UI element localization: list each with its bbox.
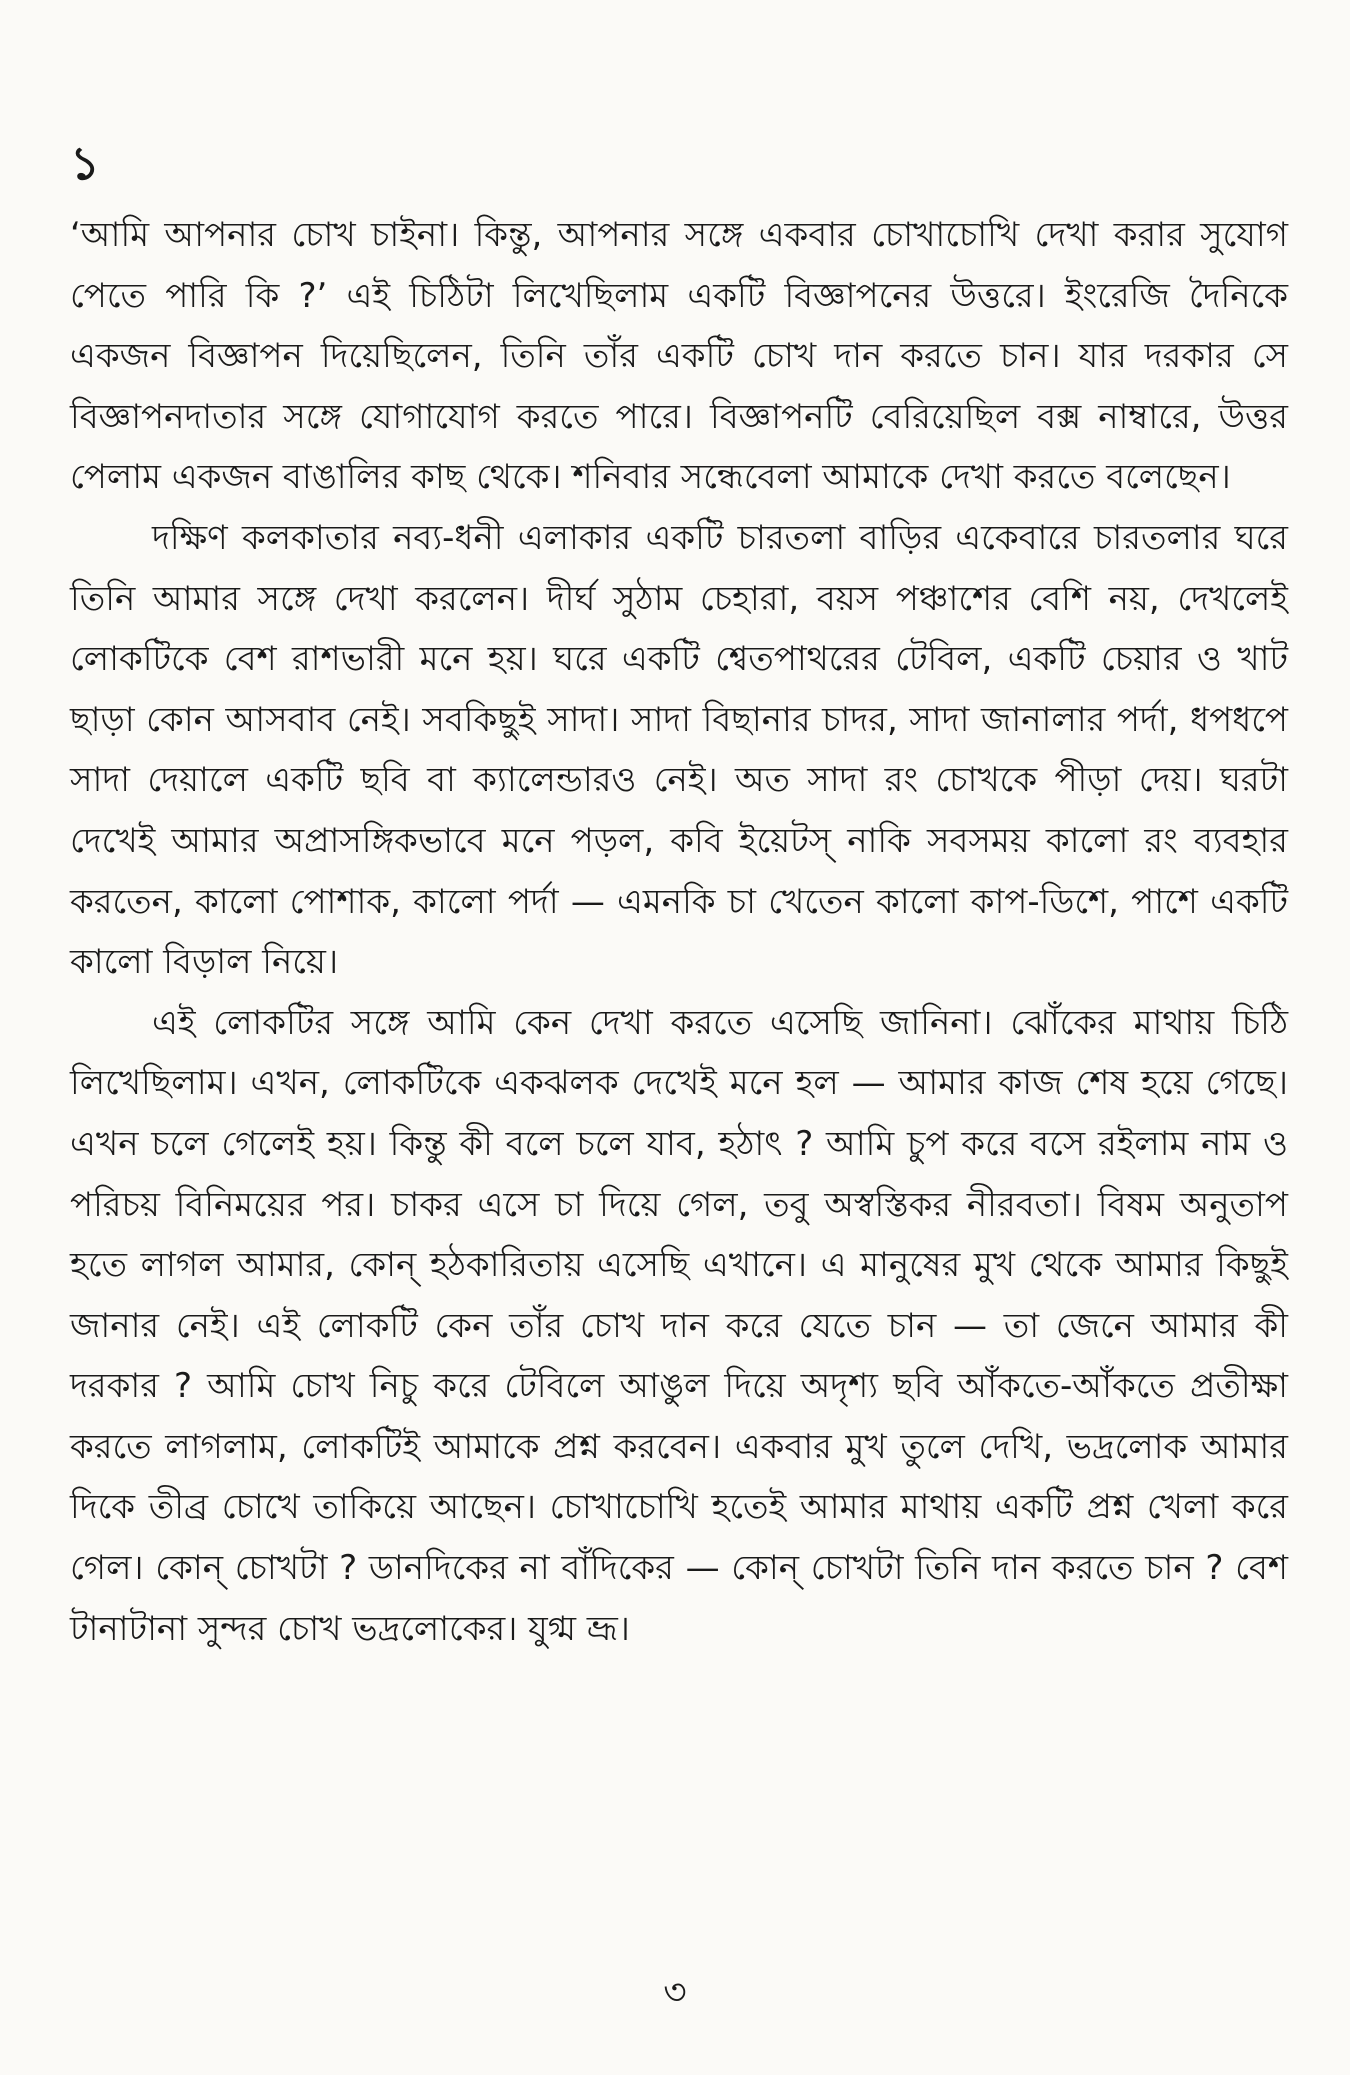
paragraph-3: এই লোকটির সঙ্গে আমি কেন দেখা করতে এসেছি জানিনা। ঝোঁকের মাথায় চিঠি লিখেছিলাম। এখন, লোকটিকে একঝলক দেখেই মনে হল — আমার কাজ শেষ হয়ে গেছে। এখন চলে গেলেই হয়। কিন্তু কী বলে চলে যাব, হঠাৎ ? আমি চুপ করে বসে রইলাম নাম ও পরিচয় বিনিময়ের পর। চাকর এসে চা দিয়ে গেল, তবু অস্বস্তিকর নীরবতা। বিষম অনুতাপ হতে লাগল আমার, কোন্ হঠকারিতায় এসেছি এখানে। এ মানুষের মুখ থেকে আমার কিছুই জানার নেই। এই লোকটি কেন তাঁর চোখ দান করে যেতে চান — তা জেনে আমার কী দরকার ? আমি চোখ নিচু করে টেবিলে আঙুল দিয়ে অদৃশ্য ছবি আঁকতে-আঁকতে প্রতীক্ষা করতে লাগলাম, লোকটিই আমাকে প্রশ্ন করবেন। একবার মুখ তুলে দেখি, ভদ্রলোক আমার দিকে তীব্র চোখে তাকিয়ে আছেন। চোখাচোখি হতেই আমার মাথায় একটি প্রশ্ন খেলা করে গেল। কোন্ চোখটা ? ডানদিকের না বাঁদিকের — কোন্ চোখটা তিনি দান করতে চান ? বেশ টানাটানা সুন্দর চোখ ভদ্রলোকের। যুগ্ম ভ্রূ। [70, 1002, 1288, 1649]
page-number: ৩ [663, 1972, 687, 2013]
body-text [70, 205, 1288, 1659]
paragraph-2: দক্ষিণ কলকাতার নব্য-ধনী এলাকার একটি চারতলা বাড়ির একেবারে চারতলার ঘরে তিনি আমার সঙ্গে দেখা করলেন। দীর্ঘ সুঠাম চেহারা, বয়স পঞ্চাশের বেশি নয়, দেখলেই লোকটিকে বেশ রাশভারী মনে হয়। ঘরে একটি শ্বেতপাথরের টেবিল, একটি চেয়ার ও খাট ছাড়া কোন আসবাব নেই। সবকিছুই সাদা। সাদা বিছানার চাদর, সাদা জানালার পর্দা, ধপধপে সাদা দেয়ালে একটি ছবি বা ক্যালেন্ডারও নেই। অত সাদা রং চোখকে পীড়া দেয়। ঘরটা দেখেই আমার অপ্রাসঙ্গিকভাবে মনে পড়ল, কবি ইয়েটস্ নাকি সবসময় কালো রং ব্যবহার করতেন, কালো পোশাক, কালো পর্দা — এমনকি চা খেতেন কালো কাপ-ডিশে, পাশে একটি কালো বিড়াল নিয়ে। [70, 517, 1288, 983]
chapter-number: ১ [70, 136, 100, 190]
paragraph-1: ‘আমি আপনার চোখ চাইনা। কিন্তু, আপনার সঙ্গে একবার চোখাচোখি দেখা করার সুযোগ পেতে পারি কি ?’ এই চিঠিটা লিখেছিলাম একটি বিজ্ঞাপনের উত্তরে। ইংরেজি দৈনিকে একজন বিজ্ঞাপন দিয়েছিলেন, তিনি তাঁর একটি চোখ দান করতে চান। যার দরকার সে বিজ্ঞাপনদাতার সঙ্গে যোগাযোগ করতে পারে। বিজ্ঞাপনটি বেরিয়েছিল বক্স নাম্বারে, উত্তর পেলাম একজন বাঙালির কাছ থেকে। শনিবার সন্ধেবেলা আমাকে দেখা করতে বলেছেন। [70, 215, 1288, 498]
